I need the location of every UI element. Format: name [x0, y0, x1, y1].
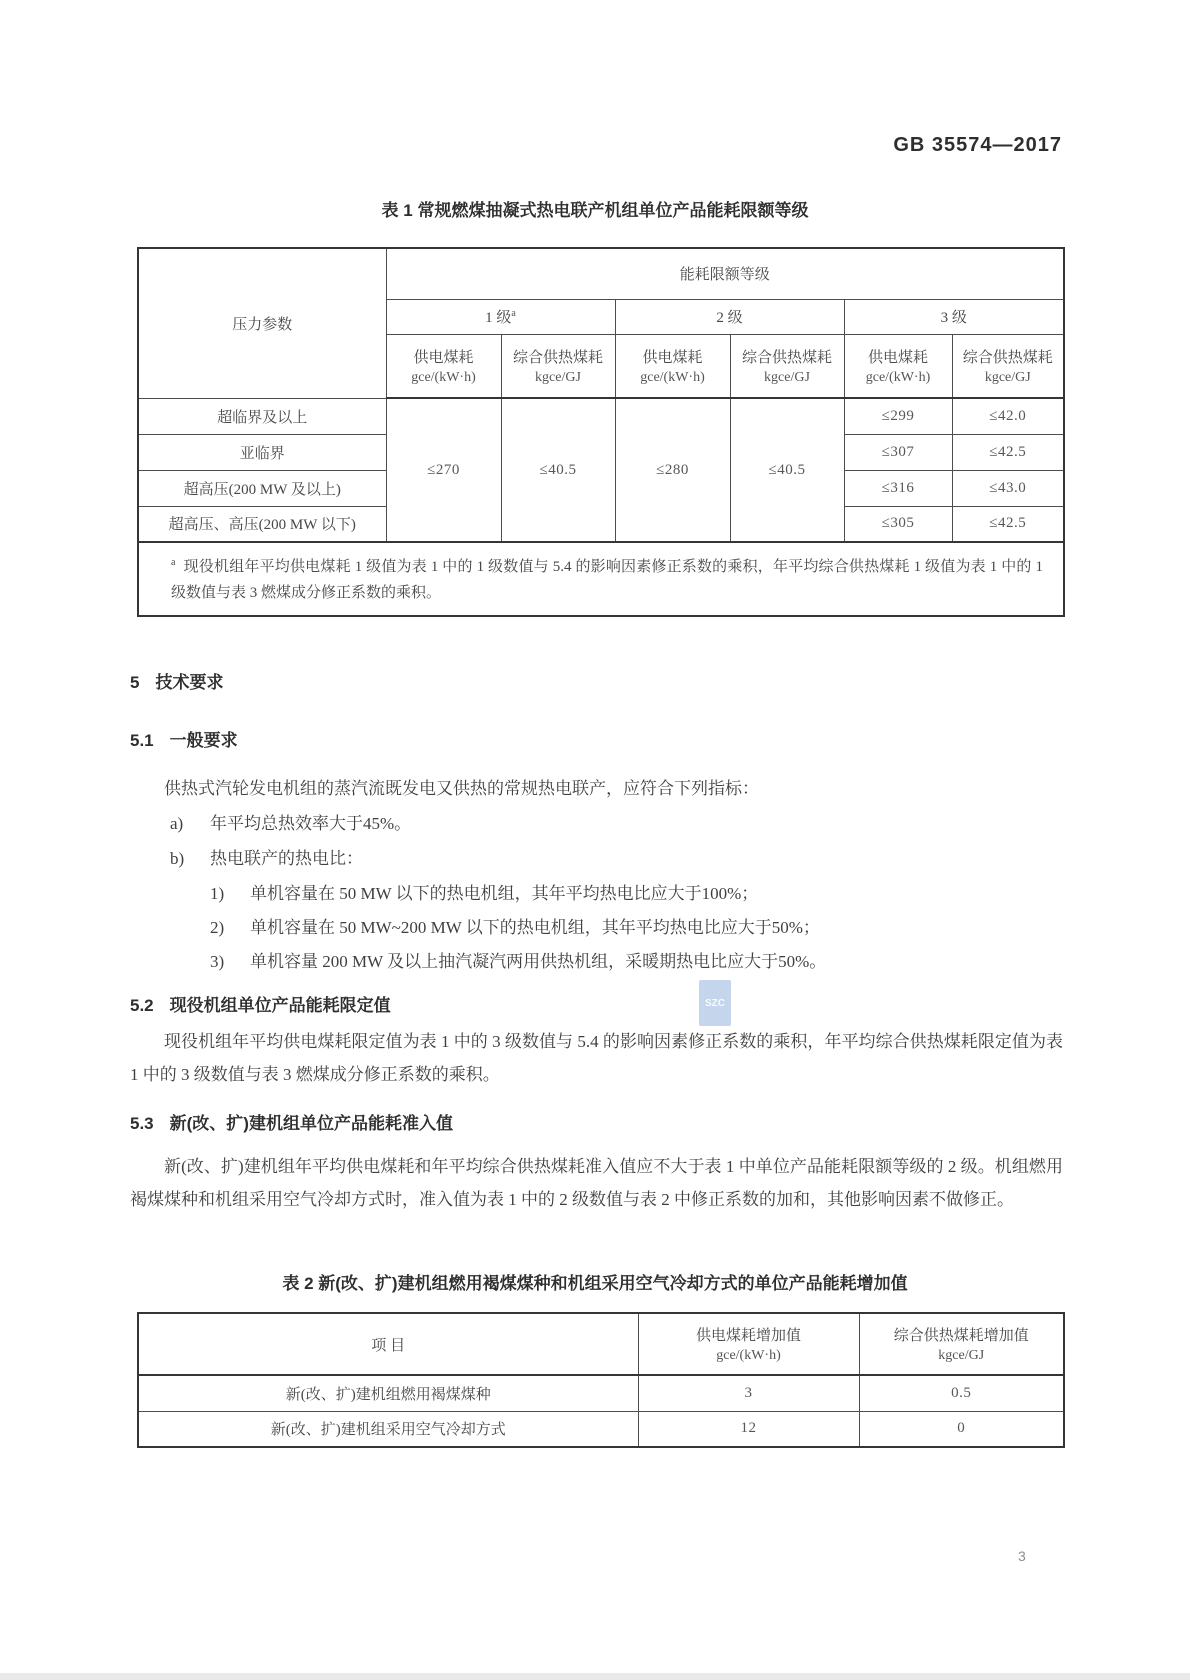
t1-l3-heat-value: ≤42.5	[952, 506, 1064, 542]
watermark-stamp: SZC	[699, 980, 731, 1026]
t1-header-heat-l3	[952, 334, 1064, 398]
level1-label: 1 级	[485, 310, 512, 326]
section-number: 5.2	[130, 996, 154, 1015]
t2-heat-value: 0	[859, 1411, 1064, 1447]
section-5-1-heading	[130, 726, 238, 751]
scan-edge-strip	[0, 1673, 1190, 1680]
t2-row-item: 新(改、扩)建机组燃用褐煤煤种	[138, 1375, 638, 1411]
section-title: 技术要求	[155, 673, 224, 692]
t1-l1-power-value: ≤270	[386, 398, 501, 542]
t1-l3-power-value: ≤307	[844, 434, 952, 470]
list-item-b	[170, 844, 363, 869]
t2-power-value: 3	[638, 1375, 859, 1411]
t1-header-power-l1	[386, 334, 501, 398]
t1-footnote	[138, 542, 1064, 616]
section-number: 5.1	[130, 731, 154, 750]
heat-label: 综合供热煤耗	[962, 349, 1053, 366]
list-subitem-2	[210, 913, 820, 938]
footnote-text: 现役机组年平均供电煤耗 1 级值为表 1 中的 1 级数值与 5.4 的影响因素修正系数的乘积，年平均综合供热煤耗 1 级值为表 1 中的 1 级数值与表 3 燃煤成分修正系数的乘积。	[171, 559, 1044, 601]
section-5-heading	[130, 668, 223, 693]
heat-increment-unit: kgce/GJ	[938, 1348, 985, 1363]
section-title: 一般要求	[169, 731, 238, 750]
power-label: 供电煤耗	[413, 349, 474, 366]
table1-energy-limit-grades	[137, 247, 1065, 617]
list-item-text: 热电联产的热电比：	[210, 849, 363, 868]
t1-header-level1	[386, 299, 615, 334]
list-subitem-1	[210, 879, 758, 904]
heat-label: 综合供热煤耗	[512, 349, 603, 366]
t1-l2-power-value: ≤280	[615, 398, 730, 542]
t1-header-level2: 2 级	[615, 299, 844, 334]
section-title: 新(改、扩)建机组单位产品能耗准入值	[169, 1114, 453, 1133]
list-marker: 2)	[210, 918, 225, 937]
heat-unit: kgce/GJ	[535, 369, 581, 385]
standard-code: GB 35574—2017	[893, 134, 1062, 156]
paragraph-5-1-intro: 供热式汽轮发电机组的蒸汽流既发电又供热的常规热电联产，应符合下列指标：	[164, 779, 759, 798]
table-row	[138, 398, 1064, 434]
list-item-a	[170, 809, 411, 834]
table1-caption: 表 1 常规燃煤抽凝式热电联产机组单位产品能耗限额等级	[381, 201, 809, 220]
t1-header-power-l2	[615, 334, 730, 398]
power-unit: gce/(kW·h)	[411, 369, 476, 385]
t1-l3-power-value: ≤316	[844, 470, 952, 506]
list-marker: 1)	[210, 884, 225, 903]
section-number: 5	[130, 673, 140, 692]
t1-header-level3: 3 级	[844, 299, 1064, 334]
paragraph-5-3: 新(改、扩)建机组年平均供电煤耗和年平均综合供热煤耗准入值应不大于表 1 中单位产品能耗限额等级的 2 级。机组燃用褐煤煤种和机组采用空气冷却方式时，准入值为表 1 中的 2 级数值与表 2 中修正系数的加和，其他影响因素不做修正。	[130, 1157, 1063, 1209]
t1-header-heat-l2	[730, 334, 844, 398]
section-title: 现役机组单位产品能耗限定值	[169, 996, 391, 1015]
t1-row-label: 亚临界	[138, 434, 386, 470]
list-marker: b)	[170, 849, 185, 868]
t2-header-item: 项 目	[138, 1313, 638, 1375]
t1-row-label: 超高压(200 MW 及以上)	[138, 470, 386, 506]
footnote-marker: a	[171, 557, 176, 568]
t1-l2-heat-value: ≤40.5	[730, 398, 844, 542]
t2-heat-value: 0.5	[859, 1375, 1064, 1411]
heat-increment-label: 综合供热煤耗增加值	[893, 1328, 1029, 1344]
level1-footnote-marker: a	[511, 308, 516, 319]
table2-energy-increment-values	[137, 1312, 1065, 1448]
t1-header-group: 能耗限额等级	[386, 248, 1064, 299]
list-item-text: 单机容量在 50 MW~200 MW 以下的热电机组，其年平均热电比应大于50%；	[250, 918, 820, 937]
t1-l3-heat-value: ≤42.0	[952, 398, 1064, 434]
table2-caption: 表 2 新(改、扩)建机组燃用褐煤煤种和机组采用空气冷却方式的单位产品能耗增加值	[282, 1274, 908, 1293]
list-item-text: 单机容量 200 MW 及以上抽汽凝汽两用供热机组，采暖期热电比应大于50%。	[250, 952, 827, 971]
table-row	[138, 1375, 1064, 1411]
heat-unit: kgce/GJ	[764, 369, 810, 385]
t1-l3-heat-value: ≤42.5	[952, 434, 1064, 470]
t1-l3-heat-value: ≤43.0	[952, 470, 1064, 506]
section-5-3-heading	[130, 1109, 453, 1134]
list-item-text: 单机容量在 50 MW 以下的热电机组，其年平均热电比应大于100%；	[250, 884, 759, 903]
page-number: 3	[1018, 1548, 1026, 1564]
heat-unit: kgce/GJ	[984, 369, 1031, 385]
t1-header-power-l3	[844, 334, 952, 398]
t2-row-item: 新(改、扩)建机组采用空气冷却方式	[138, 1411, 638, 1447]
t1-header-pressure-param: 压力参数	[138, 248, 386, 398]
section-5-2-heading	[130, 991, 391, 1016]
t2-power-value: 12	[638, 1411, 859, 1447]
power-label: 供电煤耗	[642, 349, 703, 366]
power-unit: gce/(kW·h)	[865, 369, 931, 385]
power-increment-unit: gce/(kW·h)	[716, 1348, 781, 1363]
list-subitem-3	[210, 947, 826, 972]
table-row	[138, 1411, 1064, 1447]
t2-header-power-increment	[638, 1313, 859, 1375]
heat-label: 综合供热煤耗	[741, 349, 832, 366]
t1-l3-power-value: ≤305	[844, 506, 952, 542]
power-unit: gce/(kW·h)	[640, 369, 705, 385]
paragraph-5-2: 现役机组年平均供电煤耗限定值为表 1 中的 3 级数值与 5.4 的影响因素修正系数的乘积，年平均综合供热煤耗限定值为表 1 中的 3 级数值与表 3 燃煤成分修正系数的乘积。	[130, 1032, 1063, 1084]
t1-header-heat-l1	[501, 334, 615, 398]
list-item-text: 年平均总热效率大于45%。	[210, 814, 412, 833]
list-marker: 3)	[210, 952, 225, 971]
t2-header-heat-increment	[859, 1313, 1064, 1375]
list-marker: a)	[170, 814, 184, 833]
section-number: 5.3	[130, 1114, 154, 1133]
t1-row-label: 超临界及以上	[138, 398, 386, 434]
t1-l1-heat-value: ≤40.5	[501, 398, 615, 542]
power-label: 供电煤耗	[867, 349, 928, 366]
t1-row-label: 超高压、高压(200 MW 以下)	[138, 506, 386, 542]
t1-l3-power-value: ≤299	[844, 398, 952, 434]
power-increment-label: 供电煤耗增加值	[695, 1328, 801, 1344]
